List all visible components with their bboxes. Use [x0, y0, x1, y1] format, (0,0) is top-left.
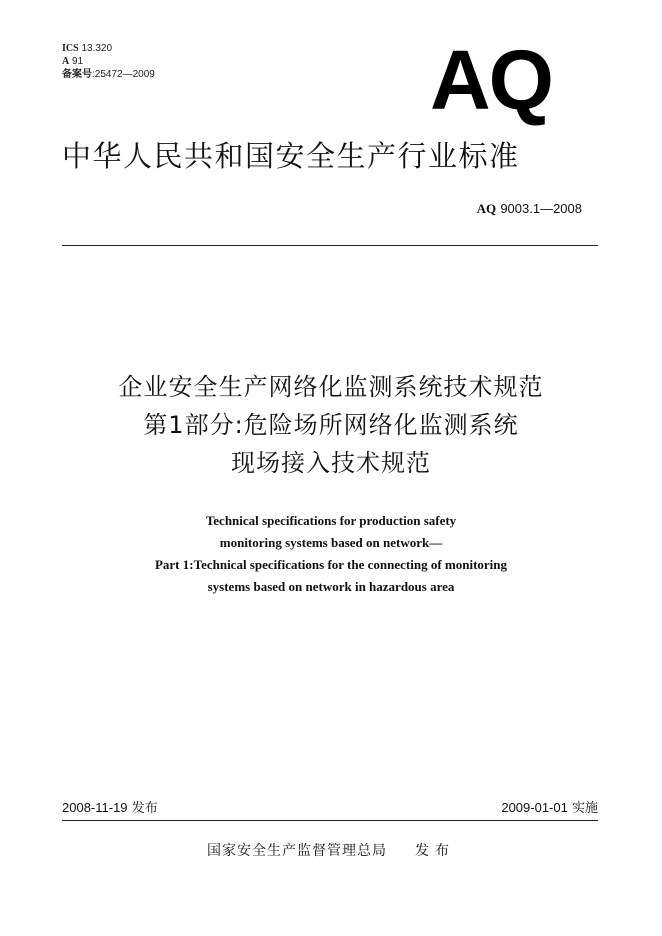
issuer-name: 国家安全生产监督管理总局	[207, 843, 387, 859]
standard-code-number: 9003.1—2008	[500, 201, 582, 216]
english-title-line-1: Technical specifications for production safety	[205, 513, 457, 528]
english-title-line-3: Part 1:Technical specifications for the connecting of monitoring	[154, 557, 508, 572]
record-label: 备案号	[62, 69, 92, 80]
english-title	[0, 510, 662, 598]
bottom-divider	[62, 820, 598, 821]
record-line: 备案号:25472—2009	[62, 69, 155, 80]
chinese-title	[0, 368, 662, 482]
ics-line	[62, 42, 155, 55]
class-label: A	[62, 56, 70, 67]
classification-block	[62, 42, 155, 81]
class-line	[62, 55, 155, 68]
standard-category-title: 中华人民共和国安全生产行业标准	[62, 139, 520, 173]
english-title-line-2: monitoring systems based on network—	[219, 535, 443, 550]
effective-date-value: 2009-01-01	[501, 800, 568, 815]
chinese-title-line-2: 第1部分:危险场所网络化监测系统	[143, 411, 519, 439]
issuing-authority	[0, 842, 662, 860]
ics-label: ICS	[62, 43, 79, 54]
top-divider	[62, 245, 598, 246]
effective-date-label: 实施	[571, 801, 598, 816]
standard-code	[477, 201, 582, 218]
publish-date-value: 2008-11-19	[62, 800, 128, 815]
record-value: 25472—2009	[94, 69, 155, 80]
chinese-title-line-1: 企业安全生产网络化监测系统技术规范	[118, 373, 544, 401]
effective-date	[501, 800, 598, 817]
standard-code-prefix: AQ	[476, 201, 497, 216]
aq-logo: AQ	[430, 33, 552, 127]
english-title-line-4: systems based on network in hazardous area	[207, 579, 455, 594]
publish-date-label: 发布	[131, 801, 158, 816]
class-value: 91	[72, 56, 84, 67]
issuer-action: 发布	[415, 843, 455, 859]
chinese-title-line-3: 现场接入技术规范	[231, 449, 431, 477]
publish-date	[62, 800, 158, 817]
ics-value: 13.320	[81, 43, 113, 54]
